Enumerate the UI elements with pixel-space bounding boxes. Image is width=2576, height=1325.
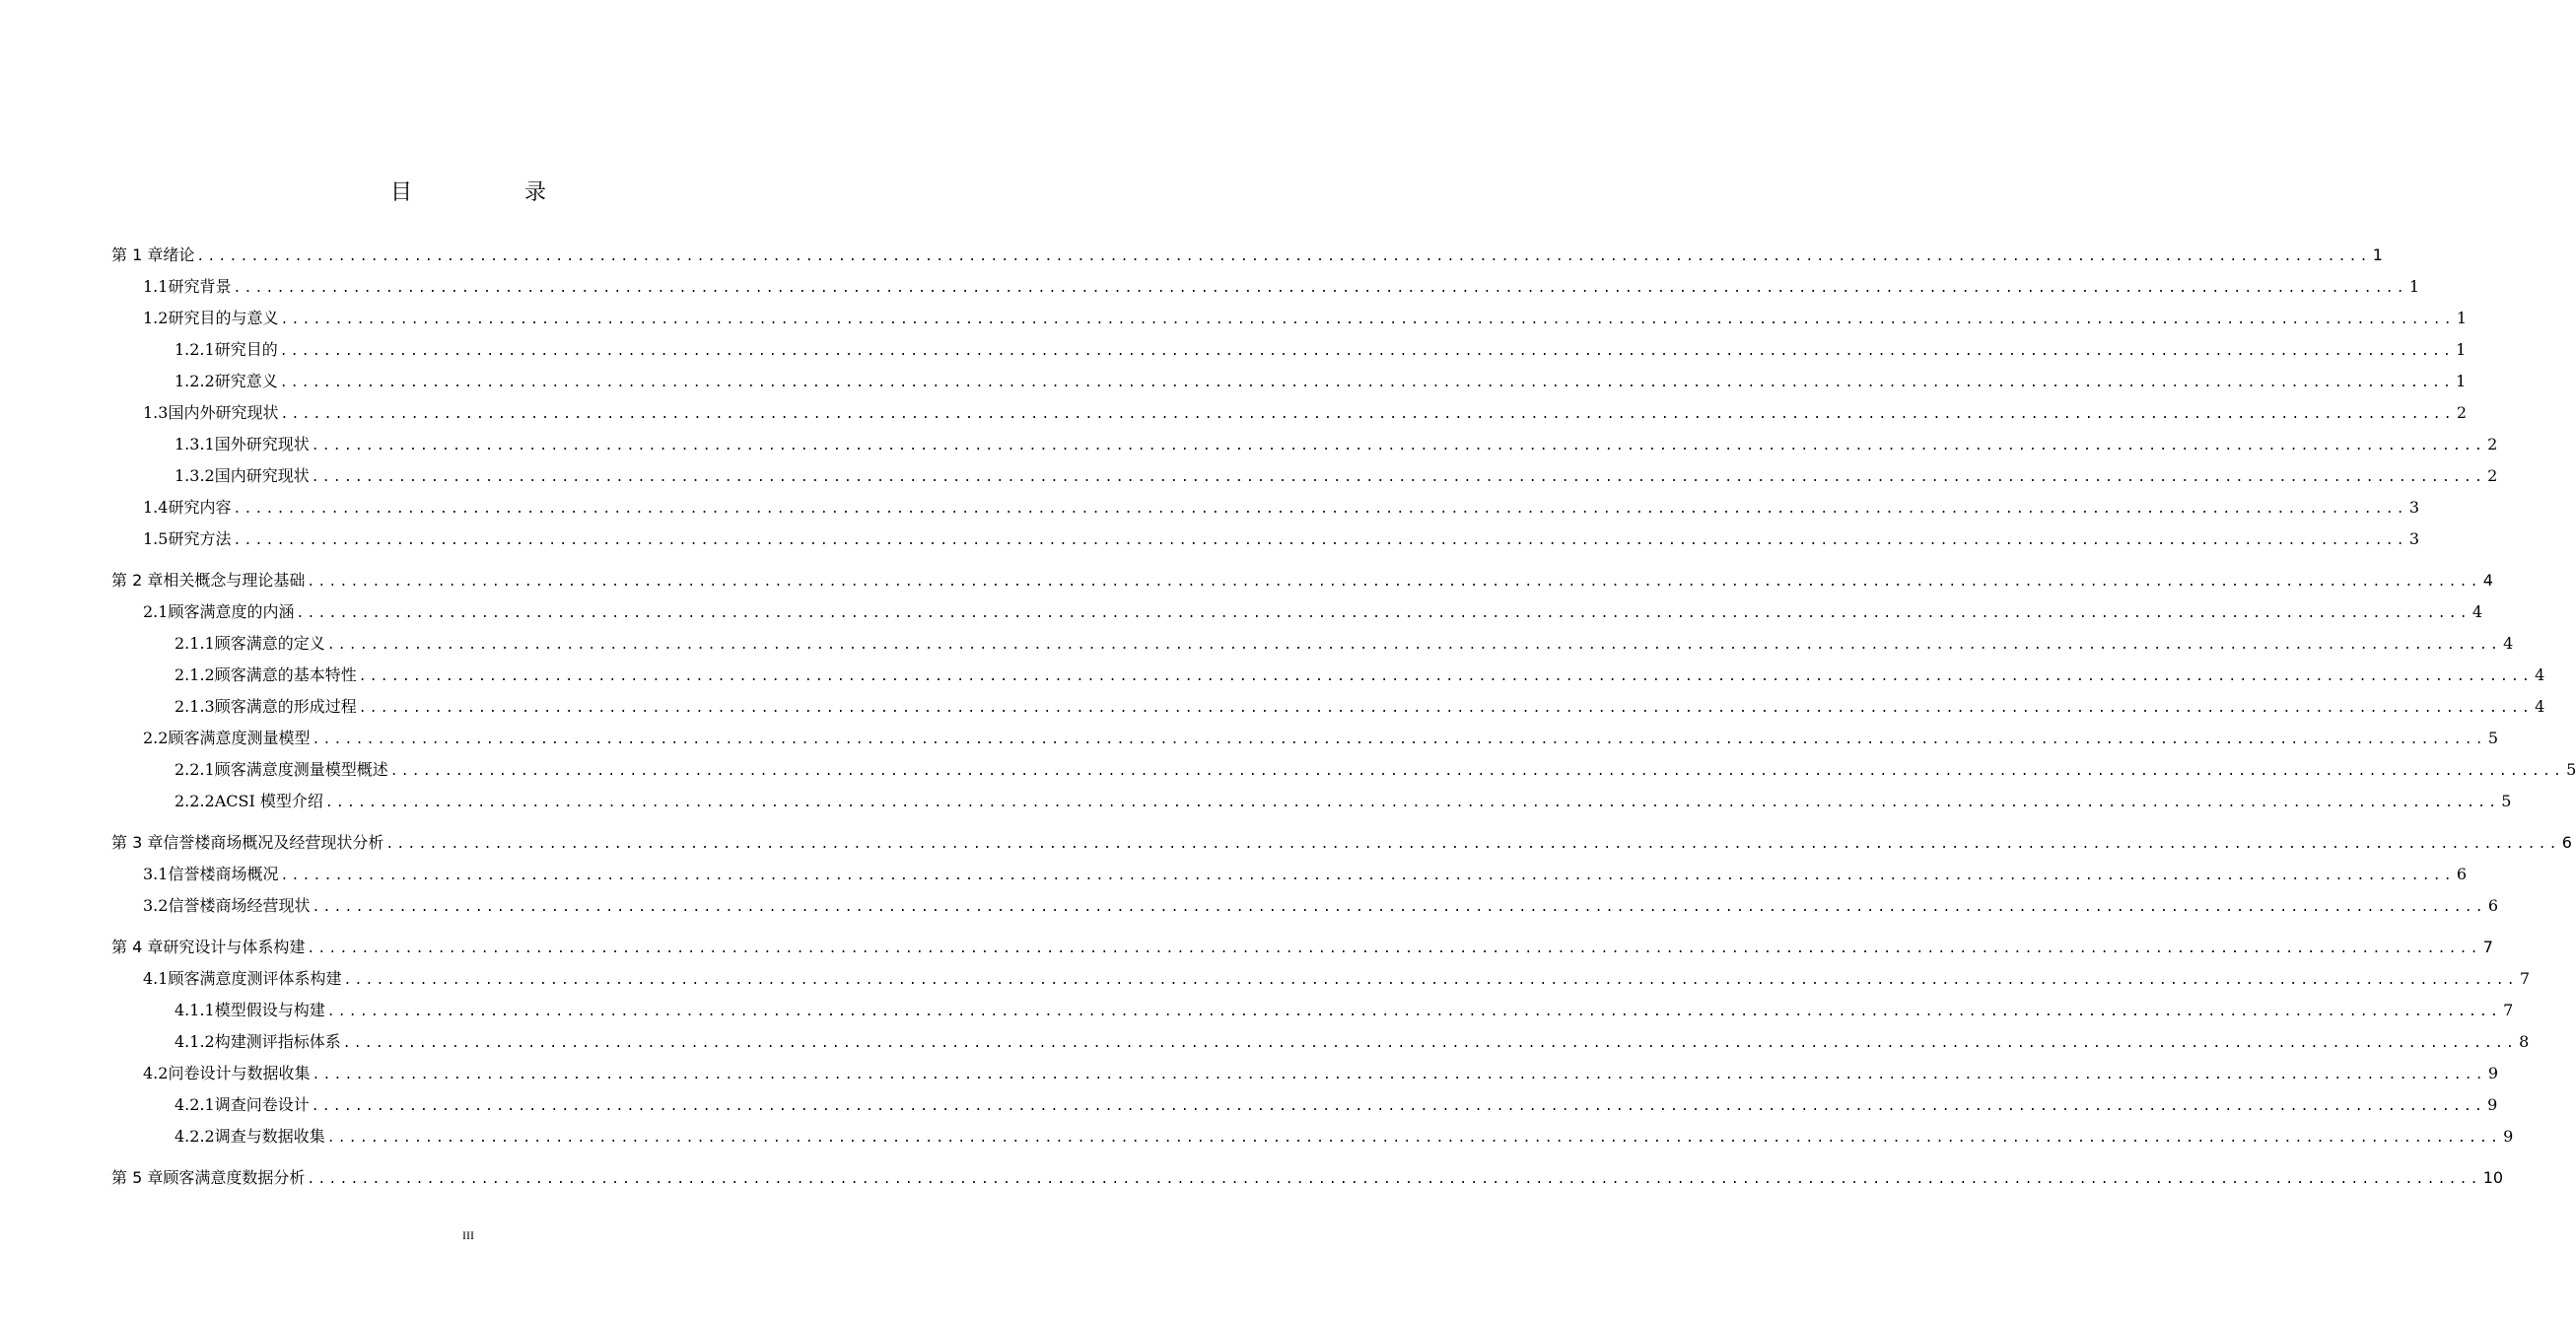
toc-entry-number: 2.2.1: [174, 760, 215, 779]
dot-leader: ........................................................................................................................................................................................................: [280, 313, 2455, 327]
toc-entry-number: 第 1 章: [111, 245, 164, 264]
toc-entry-page: 7: [2482, 938, 2493, 956]
toc-entry[interactable]: [111, 966, 2530, 992]
toc-entry-title: 信誉楼商场概况及经营现状分析: [163, 833, 384, 852]
toc-entry-number: 2.2.2: [174, 792, 215, 810]
toc-entry-title: 绪论: [163, 245, 195, 264]
toc-entry-page: 9: [2487, 1095, 2498, 1114]
toc-entry[interactable]: [111, 662, 2545, 688]
toc-entry-page: 6: [2487, 896, 2498, 915]
dot-leader: ........................................................................................................................................................................................................: [324, 796, 2500, 810]
dot-leader: ........................................................................................................................................................................................................: [280, 407, 2455, 422]
dot-leader: ........................................................................................................................................................................................................: [307, 941, 2481, 956]
toc-entry[interactable]: [111, 694, 2545, 720]
toc-entry-page: 4: [2482, 571, 2493, 590]
toc-entry-page: 2: [2456, 403, 2467, 422]
toc-entry[interactable]: [111, 526, 2419, 552]
toc-entry-page: 1: [2456, 372, 2467, 390]
dot-leader: ........................................................................................................................................................................................................: [385, 837, 2560, 852]
toc-entry-title: 研究设计与体系构建: [163, 938, 306, 956]
toc-entry-title: 研究背景: [168, 277, 232, 296]
dot-leader: ........................................................................................................................................................................................................: [326, 638, 2502, 653]
dot-leader: ........................................................................................................................................................................................................: [196, 249, 2371, 264]
toc-entry-title: 构建测评指标体系: [214, 1032, 341, 1051]
dot-leader: ........................................................................................................................................................................................................: [233, 281, 2407, 296]
toc-entry[interactable]: [111, 274, 2419, 300]
toc-entry[interactable]: [111, 243, 2383, 268]
toc-entry[interactable]: [111, 893, 2498, 919]
toc-entry-title: 信誉楼商场经营现状: [168, 896, 311, 915]
toc-entry[interactable]: [111, 599, 2482, 625]
toc-entry[interactable]: [111, 337, 2467, 363]
dot-leader: ........................................................................................................................................................................................................: [311, 439, 2486, 453]
toc-entry-number: 1.2: [143, 309, 169, 327]
dot-leader: ........................................................................................................................................................................................................: [312, 732, 2486, 747]
toc-entry-page: 1: [2456, 309, 2467, 327]
toc-entry-title: 模型假设与构建: [214, 1001, 325, 1019]
toc-entry[interactable]: [111, 998, 2514, 1023]
toc-entry-title: 顾客满意的基本特性: [214, 665, 357, 684]
toc-entry-page: 4: [2535, 697, 2545, 716]
toc-entry[interactable]: [111, 757, 2576, 783]
dot-leader: ........................................................................................................................................................................................................: [342, 1036, 2518, 1051]
toc-entry[interactable]: [111, 1092, 2498, 1118]
toc-entry[interactable]: [111, 568, 2493, 593]
toc-entry-number: 1.3: [143, 403, 169, 422]
toc-entry-number: 第 3 章: [111, 833, 164, 852]
toc-entry-number: 4.1.2: [174, 1032, 215, 1051]
toc-entry-title: 顾客满意度测量模型概述: [214, 760, 388, 779]
toc-entry-page: 1: [2372, 245, 2383, 264]
toc-entry-number: 1.4: [143, 498, 169, 517]
toc-entry[interactable]: [111, 1124, 2514, 1150]
toc-entry-number: 2.1: [143, 602, 169, 621]
toc-entry-number: 3.1: [143, 865, 169, 883]
toc-entry-number: 4.2.2: [174, 1127, 215, 1146]
toc-entry-title: 调查与数据收集: [214, 1127, 325, 1146]
toc-entry[interactable]: [111, 1029, 2530, 1055]
dot-leader: ........................................................................................................................................................................................................: [233, 533, 2407, 548]
toc-entry-page: 6: [2561, 833, 2572, 852]
toc-entry-number: 1.2.1: [174, 340, 215, 359]
dot-leader: ........................................................................................................................................................................................................: [326, 1131, 2502, 1146]
toc-entry[interactable]: [111, 862, 2467, 887]
dot-leader: ........................................................................................................................................................................................................: [279, 344, 2455, 359]
toc-entry-title: 研究意义: [214, 372, 278, 390]
toc-entry-number: 1.2.2: [174, 372, 215, 390]
toc-entry-number: 第 5 章: [111, 1168, 164, 1187]
toc-entry-page: 4: [2503, 634, 2514, 653]
toc-entry-page: 5: [2566, 760, 2576, 779]
toc-entry[interactable]: [111, 463, 2498, 489]
toc-entry-title: 顾客满意度测评体系构建: [168, 969, 342, 988]
toc-entry-title: 相关概念与理论基础: [163, 571, 306, 590]
toc-entry-title: 信誉楼商场概况: [168, 865, 279, 883]
toc-entry-title: 顾客满意度测量模型: [168, 729, 311, 747]
dot-leader: ........................................................................................................................................................................................................: [343, 973, 2518, 988]
toc-entry-page: 7: [2503, 1001, 2514, 1019]
toc-entry-page: 10: [2482, 1168, 2504, 1187]
toc-entry[interactable]: [111, 1165, 2504, 1191]
dot-leader: ........................................................................................................................................................................................................: [311, 1099, 2486, 1114]
page-number: III: [462, 1228, 474, 1242]
toc-entry-page: 2: [2487, 435, 2498, 453]
toc-entry-number: 2.1.2: [174, 665, 215, 684]
toc-entry[interactable]: [111, 369, 2467, 394]
toc-entry-title: 顾客满意的定义: [214, 634, 325, 653]
toc-entry-title: 研究目的与意义: [168, 309, 279, 327]
dot-leader: ........................................................................................................................................................................................................: [312, 900, 2486, 915]
toc-entry-title: 国内研究现状: [214, 466, 310, 485]
toc-entry-number: 4.1: [143, 969, 169, 988]
toc-entry[interactable]: [111, 1061, 2498, 1086]
toc-entry-number: 4.1.1: [174, 1001, 215, 1019]
toc-entry-title: 国内外研究现状: [168, 403, 279, 422]
toc-entry-page: 9: [2487, 1064, 2498, 1082]
toc-entry-page: 4: [2472, 602, 2482, 621]
dot-leader: ........................................................................................................................................................................................................: [279, 376, 2455, 390]
dot-leader: ........................................................................................................................................................................................................: [280, 869, 2455, 883]
toc-entry-page: 7: [2519, 969, 2530, 988]
dot-leader: ........................................................................................................................................................................................................: [389, 764, 2565, 779]
toc-entry-page: 1: [2408, 277, 2419, 296]
dot-leader: ........................................................................................................................................................................................................: [326, 1005, 2502, 1019]
toc-entry-number: 1.3.1: [174, 435, 215, 453]
dot-leader: ........................................................................................................................................................................................................: [307, 575, 2481, 590]
toc-entry-number: 1.5: [143, 529, 169, 548]
toc-entry-title: 顾客满意度数据分析: [163, 1168, 306, 1187]
toc-entry-number: 4.2.1: [174, 1095, 215, 1114]
toc-entry-page: 9: [2503, 1127, 2514, 1146]
toc-entry[interactable]: [111, 726, 2498, 751]
toc-entry-number: 1.1: [143, 277, 169, 296]
toc-entry-number: 2.1.3: [174, 697, 215, 716]
toc-entry-page: 5: [2501, 792, 2512, 810]
toc-entry-title: 问卷设计与数据收集: [168, 1064, 311, 1082]
toc-entry-title: 研究方法: [168, 529, 232, 548]
toc-entry[interactable]: [111, 935, 2493, 960]
toc-entry-page: 8: [2519, 1032, 2530, 1051]
toc-entry[interactable]: [111, 400, 2467, 426]
dot-leader: ........................................................................................................................................................................................................: [312, 1068, 2486, 1082]
toc-entry-title: 研究内容: [168, 498, 232, 517]
toc-entry-page: 1: [2456, 340, 2467, 359]
toc-entry-title: 研究目的: [214, 340, 278, 359]
toc-entry-number: 第 4 章: [111, 938, 164, 956]
toc-entry[interactable]: [111, 631, 2514, 657]
toc-entry-title: 调查问卷设计: [214, 1095, 310, 1114]
toc-entry-number: 1.3.2: [174, 466, 215, 485]
toc-entry-number: 3.2: [143, 896, 169, 915]
toc-entry-title: 顾客满意度的内涵: [168, 602, 295, 621]
toc-entry[interactable]: [111, 789, 2512, 814]
dot-leader: ........................................................................................................................................................................................................: [311, 470, 2486, 485]
dot-leader: ........................................................................................................................................................................................................: [358, 701, 2534, 716]
toc-entry-number: 2.1.1: [174, 634, 215, 653]
toc-entry-number: 第 2 章: [111, 571, 164, 590]
toc-entry[interactable]: [111, 306, 2467, 331]
dot-leader: ........................................................................................................................................................................................................: [233, 502, 2407, 517]
toc-entry-page: 2: [2487, 466, 2498, 485]
page-title: 目 录: [389, 180, 592, 205]
toc-entry-number: 2.2: [143, 729, 169, 747]
toc-entry[interactable]: [111, 432, 2498, 457]
toc-entry-page: 5: [2487, 729, 2498, 747]
dot-leader: ........................................................................................................................................................................................................: [296, 606, 2471, 621]
toc-entry-title: 国外研究现状: [214, 435, 310, 453]
toc-entry-page: 3: [2408, 529, 2419, 548]
toc-entry-page: 6: [2456, 865, 2467, 883]
toc-entry-number: 4.2: [143, 1064, 169, 1082]
dot-leader: ........................................................................................................................................................................................................: [358, 669, 2534, 684]
toc-entry-title: ACSI 模型介绍: [214, 792, 323, 810]
toc-entry-page: 3: [2408, 498, 2419, 517]
toc-entry-title: 顾客满意的形成过程: [214, 697, 357, 716]
toc-entry[interactable]: [111, 830, 2572, 856]
toc-entry-page: 4: [2535, 665, 2545, 684]
toc-entry[interactable]: [111, 495, 2419, 521]
dot-leader: ........................................................................................................................................................................................................: [307, 1172, 2481, 1187]
